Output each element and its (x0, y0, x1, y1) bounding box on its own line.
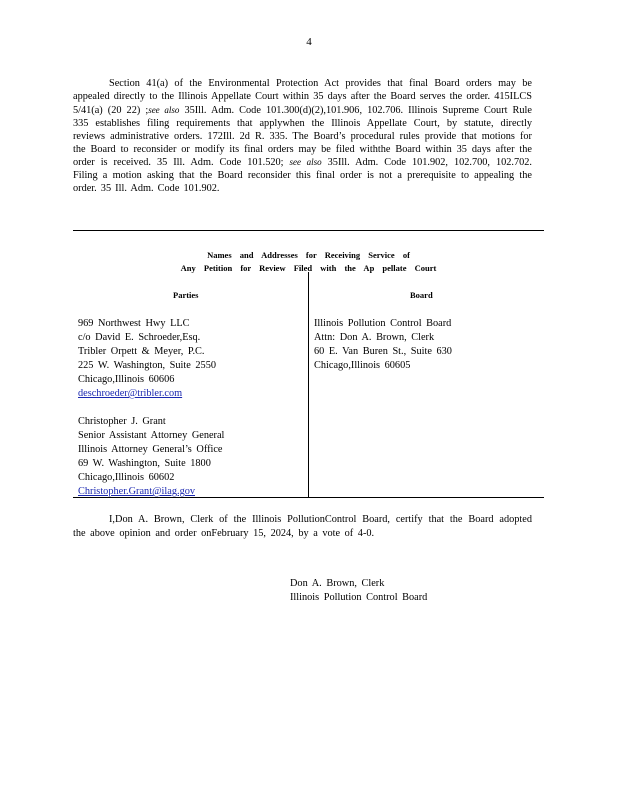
board-attention: Attn: Don A. Brown, Clerk (314, 332, 435, 343)
signature-name: Don A. Brown, Clerk (290, 578, 385, 589)
party-name: Christopher J. Grant (78, 416, 166, 427)
caption-line-2: Any Petition for Review Filed with the Ap pellate Court (180, 263, 437, 273)
signature-organization: Illinois Pollution Control Board (290, 592, 428, 603)
parties-column-heading: Parties (173, 290, 199, 300)
notice-text-3: 35Ill. Adm. Code 101.902, 102.700, 102.702. Filing a motion asking that the Board reconsider this final order is not a prerequisite to appealing the order. 35 Ill. Adm. Code 101.902. (73, 157, 533, 195)
caption-line-1: Names and Addresses for Receiving Service of (207, 250, 410, 260)
board-column-heading: Board (410, 290, 433, 300)
clerk-certification: I,Don A. Brown, Clerk of the Illinois PollutionControl Board, certify that the Board adopted the above opinion and order onFebruary 15, 2024, by a vote of 4-0. (73, 514, 532, 539)
party-firm: Tribler Orpett & Meyer, P.C. (78, 346, 205, 357)
party-name: 969 Northwest Hwy LLC (78, 318, 190, 329)
column-divider (308, 272, 309, 497)
party-email-link[interactable]: deschroeder@tribler.com (78, 388, 183, 399)
board-name: Illinois Pollution Control Board (314, 318, 452, 329)
party-city: Chicago,Illinois 60602 (78, 472, 175, 483)
table-bottom-rule (73, 497, 544, 498)
see-also-citation-1: see also (148, 104, 180, 115)
party-office: Illinois Attorney General’s Office (78, 444, 223, 455)
board-address-block (314, 317, 452, 373)
page-number: 4 (306, 36, 312, 48)
notice-text-2: 35Ill. Adm. Code 101.300(d)(2),101.906, 102.706. Illinois Supreme Court Rule 335 establishes filing requirements that applywhen the Illinois Appellate Court, by statute, directly reviews administrative orders. 172Ill. 2d R. 335. The Board’s procedural rules provide that motions for the Board to reconsider or modify its final orders may be filed withthe Board within 35 days after the order is received. 35 Ill. Adm. Code 101.520; (73, 104, 532, 169)
see-also-citation-2: see also (289, 157, 322, 168)
table-top-rule (73, 230, 544, 231)
party-address-block (78, 415, 224, 499)
party-city: Chicago,Illinois 60606 (78, 374, 175, 385)
party-email-link[interactable]: Christopher.Grant@ilag.gov (78, 486, 196, 497)
board-street: 60 E. Van Buren St., Suite 630 (314, 346, 452, 357)
party-attorney: c/o David E. Schroeder,Esq. (78, 332, 201, 343)
notice-text-1: Section 41(a) of the Environmental Protection Act provides that final Board orders may be appealed directly to the Illinois Appellate Court within 35 days after the Board serves the order. 415ILCS 5/41(a) (20 22) ; (73, 78, 532, 116)
party-street: 225 W. Washington, Suite 2550 (78, 360, 216, 371)
appeal-notice-paragraph (73, 78, 532, 196)
signature-block (290, 577, 427, 605)
party-address-block (78, 317, 216, 401)
party-street: 69 W. Washington, Suite 1800 (78, 458, 211, 469)
board-city: Chicago,Illinois 60605 (314, 360, 411, 371)
party-title: Senior Assistant Attorney General (78, 430, 225, 441)
